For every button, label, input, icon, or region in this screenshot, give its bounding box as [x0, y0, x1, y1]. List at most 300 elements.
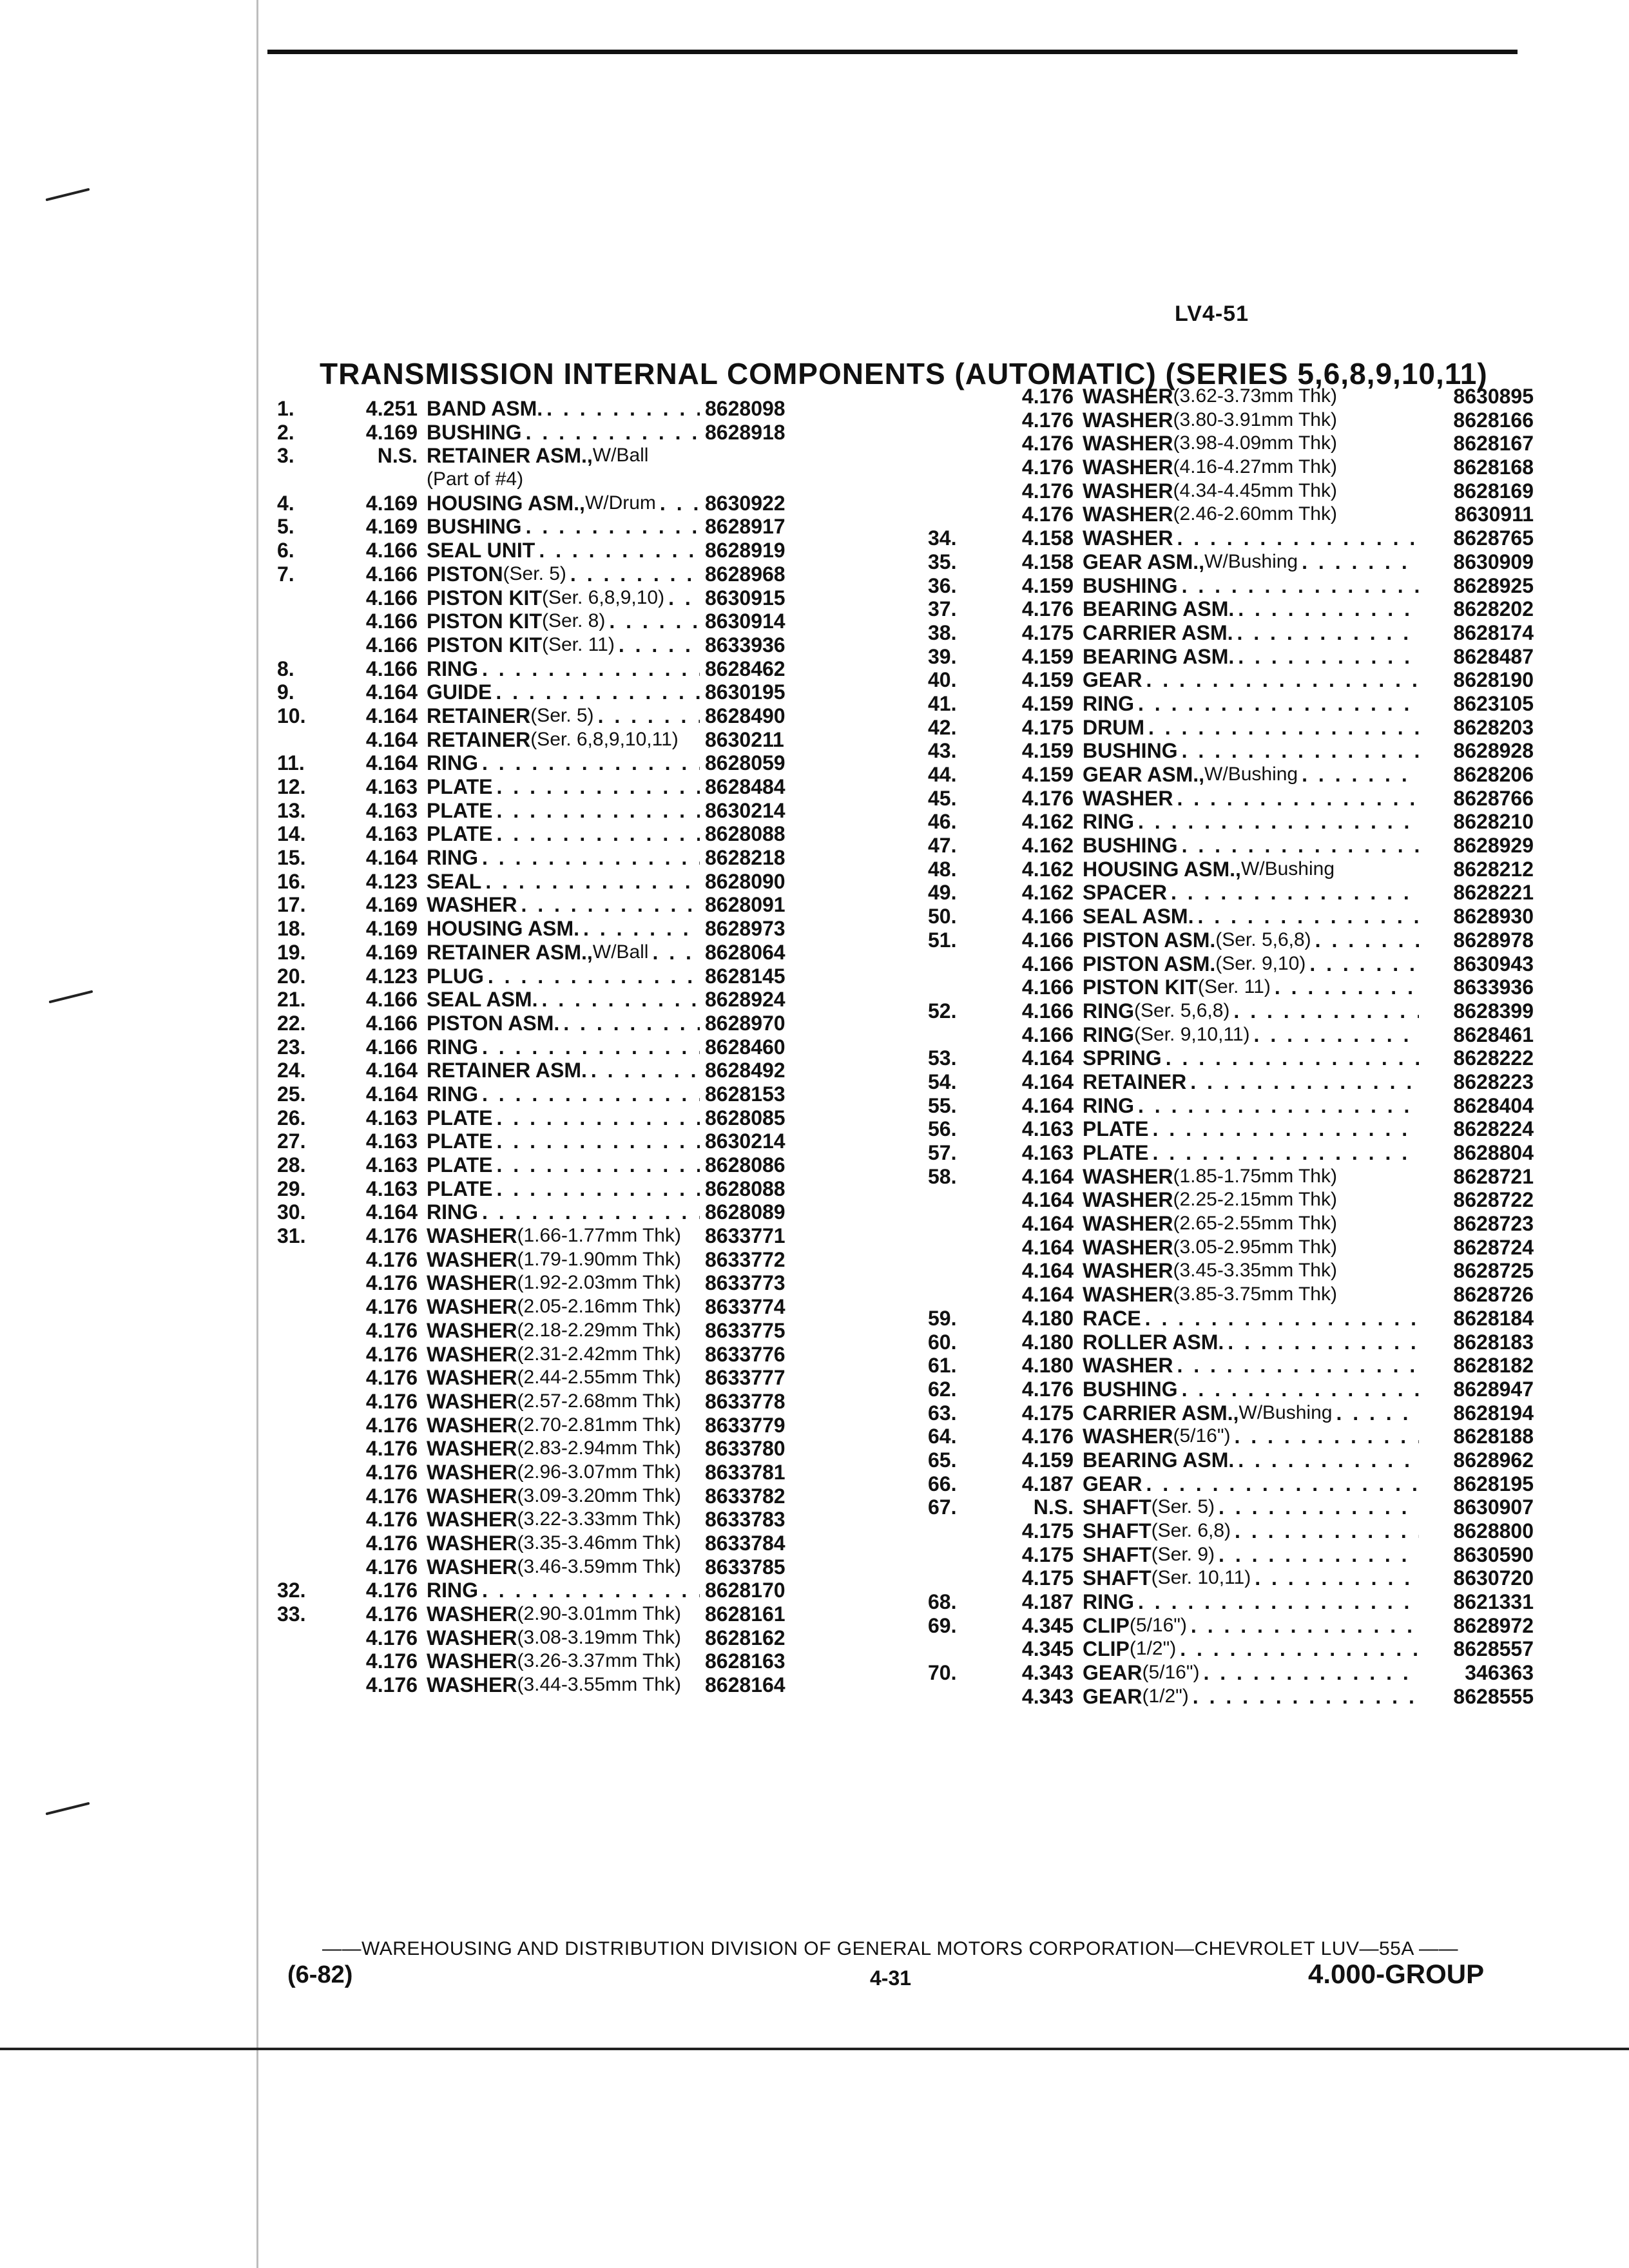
part-description: [427, 586, 700, 610]
part-name: WASHER: [427, 1673, 517, 1697]
parts-list-row: [277, 539, 786, 562]
group-number: 4.162: [1021, 810, 1074, 834]
ref-number: 20.: [277, 964, 306, 988]
dot-leader: [539, 539, 700, 562]
part-number: 8628221: [1453, 881, 1534, 905]
group-number: 4.163: [365, 1106, 418, 1129]
part-detail: (Ser. 8): [541, 610, 606, 632]
part-detail: W/Ball: [592, 445, 649, 466]
group-number: 4.162: [1021, 834, 1074, 858]
part-number: 8628947: [1453, 1377, 1534, 1401]
group-number: 4.176: [365, 1555, 418, 1579]
part-description: [1083, 952, 1419, 976]
part-number: 8630909: [1453, 550, 1534, 573]
ref-number: 4.: [277, 491, 294, 515]
group-number: 4.164: [365, 727, 418, 751]
parts-list-row: [277, 846, 786, 870]
parts-list-row: [928, 1425, 1535, 1448]
part-name: PISTON ASM.: [427, 1011, 560, 1035]
dot-leader: [591, 1059, 700, 1082]
dot-leader: [1190, 1070, 1419, 1094]
part-number: 8630915: [705, 586, 786, 610]
parts-list-row: [928, 645, 1535, 669]
group-number: 4.343: [1021, 1661, 1074, 1685]
part-detail: (3.26-3.37mm Thk): [517, 1650, 681, 1672]
group-number: 4.176: [1021, 432, 1074, 456]
parts-list-row: [928, 550, 1535, 574]
part-number: 8630720: [1453, 1566, 1534, 1590]
ref-number: 31.: [277, 1224, 306, 1248]
dot-leader: [570, 562, 700, 586]
part-name: DRUM: [1083, 715, 1144, 739]
part-name: ROLLER ASM.: [1083, 1330, 1224, 1354]
ref-number: 7.: [277, 562, 294, 586]
part-detail: (Ser. 11): [1197, 976, 1271, 998]
part-description: [1083, 1614, 1419, 1638]
dot-leader: [497, 775, 700, 799]
part-description: [427, 1059, 700, 1082]
part-description: [1083, 526, 1419, 550]
part-number: 8628163: [705, 1649, 786, 1673]
part-number: 8628725: [1453, 1259, 1534, 1283]
part-description: [1083, 1354, 1419, 1378]
group-number: 4.176: [1021, 597, 1074, 621]
part-description: [1083, 1236, 1419, 1260]
parts-list-row: [928, 1378, 1535, 1401]
group-number: 4.164: [1021, 1283, 1074, 1307]
ref-number: 59.: [928, 1306, 957, 1330]
ref-number: 47.: [928, 834, 957, 858]
page-code: LV4-51: [1175, 302, 1249, 326]
group-number: 4.163: [365, 775, 418, 798]
part-description: [427, 1602, 700, 1626]
group-number: 4.164: [1021, 1235, 1074, 1259]
group-number: 4.163: [365, 822, 418, 846]
group-number: 4.163: [365, 798, 418, 822]
part-number: 8630214: [705, 1129, 786, 1153]
ref-number: 48.: [928, 857, 957, 881]
dot-leader: [1219, 1543, 1419, 1567]
dot-leader: [546, 397, 700, 421]
parts-list-row: [928, 1543, 1535, 1567]
group-number: 4.164: [365, 1200, 418, 1224]
parts-list-row: [928, 905, 1535, 928]
part-name: GEAR: [1083, 1684, 1142, 1708]
part-name: SHAFT: [1083, 1495, 1152, 1519]
part-number: 8628064: [705, 940, 786, 964]
part-number: 8628925: [1453, 573, 1534, 597]
part-description: [1083, 1661, 1419, 1685]
part-name: BUSHING: [1083, 1377, 1178, 1401]
ref-number: 5.: [277, 515, 294, 539]
ref-number: 19.: [277, 940, 306, 964]
part-number: 8628555: [1453, 1684, 1534, 1708]
ref-number: 38.: [928, 620, 957, 644]
ref-number: 10.: [277, 704, 306, 727]
parts-list-row: [277, 869, 786, 894]
group-number: 4.176: [365, 1389, 418, 1413]
dot-leader: [652, 941, 700, 965]
part-name: PISTON KIT: [427, 586, 542, 610]
part-number: 8628218: [705, 846, 786, 870]
dot-leader: [1235, 1519, 1419, 1543]
part-name: SHAFT: [1083, 1566, 1152, 1590]
part-number: 8633778: [705, 1389, 786, 1413]
parts-list-row: [928, 385, 1535, 408]
part-detail: (3.22-3.33mm Thk): [517, 1508, 681, 1530]
group-number: 4.159: [1021, 739, 1074, 763]
parts-list-row: [928, 1448, 1535, 1472]
part-detail: (3.44-3.55mm Thk): [517, 1674, 681, 1696]
part-name: WASHER: [1083, 479, 1173, 503]
parts-list-row: [277, 798, 786, 823]
parts-list-row: [277, 1649, 786, 1673]
parts-list-row: [277, 1247, 786, 1272]
part-detail: (Ser. 9): [1151, 1543, 1215, 1565]
parts-list-row: [277, 1153, 786, 1177]
part-name: WASHER: [1083, 408, 1173, 432]
dot-leader: [1177, 1354, 1419, 1378]
hole-punch-mark: [46, 188, 90, 202]
group-number: 4.187: [1021, 1590, 1074, 1614]
group-number: 4.164: [365, 1059, 418, 1082]
part-description: [427, 444, 700, 468]
part-description: [427, 1366, 700, 1390]
part-number: 8628145: [705, 964, 786, 988]
ref-number: 27.: [277, 1129, 306, 1153]
dot-leader: [1234, 1425, 1419, 1448]
ref-number: 2.: [277, 420, 294, 444]
part-number: 8633776: [705, 1342, 786, 1366]
part-name: RING: [1083, 1093, 1134, 1117]
part-detail: (1.66-1.77mm Thk): [517, 1225, 681, 1247]
parts-list-row: [277, 917, 786, 941]
parts-list-row: [277, 1129, 786, 1153]
group-number: 4.166: [1021, 952, 1074, 975]
part-number: 8633781: [705, 1460, 786, 1484]
ref-number: 15.: [277, 846, 306, 870]
part-number: 8628088: [705, 822, 786, 846]
dot-leader: [609, 610, 700, 633]
binding-edge-line: [256, 0, 258, 2268]
part-number: 8633775: [705, 1318, 786, 1342]
dot-leader: [1203, 1661, 1419, 1685]
group-number: 4.176: [365, 1437, 418, 1461]
dot-leader: [1182, 834, 1419, 858]
part-name: GUIDE: [427, 680, 492, 704]
part-detail: (Ser. 6,8,9,10,11): [530, 728, 679, 750]
dot-leader: [1233, 999, 1419, 1023]
ref-number: 44.: [928, 763, 957, 786]
dot-leader: [482, 657, 700, 681]
ref-number: 41.: [928, 691, 957, 715]
part-name: HOUSING ASM.,: [1083, 857, 1241, 881]
ref-number: 50.: [928, 905, 957, 928]
ref-number: 12.: [277, 775, 306, 798]
part-description: [427, 1555, 700, 1579]
group-number: 4.162: [1021, 881, 1074, 905]
part-description: [1083, 787, 1419, 811]
group-number: 4.158: [1021, 526, 1074, 550]
parts-list-row: [277, 751, 786, 775]
part-number: 8630195: [705, 680, 786, 704]
part-number: 8628928: [1453, 739, 1534, 763]
group-number: 4.163: [365, 1153, 418, 1177]
part-description: [1083, 432, 1419, 456]
part-name: SHAFT: [1083, 1542, 1152, 1566]
dot-leader: [497, 1153, 700, 1177]
part-detail: (3.35-3.46mm Thk): [517, 1532, 681, 1553]
part-description: [427, 657, 700, 681]
part-number: 8621331: [1453, 1590, 1534, 1614]
ref-number: 52.: [928, 999, 957, 1023]
part-description: [1083, 1566, 1419, 1590]
part-description: [427, 870, 700, 894]
group-number: 4.169: [365, 940, 418, 964]
parts-list-row: [928, 1307, 1535, 1331]
part-name: WASHER: [427, 893, 517, 917]
parts-list-row: [928, 1614, 1535, 1638]
parts-list-row: [928, 1236, 1535, 1260]
part-description: [427, 468, 700, 492]
parts-list-row: [928, 716, 1535, 740]
group-number: 4.164: [1021, 1164, 1074, 1188]
ref-number: 24.: [277, 1059, 306, 1082]
part-number: 8628089: [705, 1200, 786, 1224]
parts-list-row: [928, 408, 1535, 432]
group-number: 4.169: [365, 893, 418, 917]
dot-leader: [482, 1035, 700, 1059]
part-name: WASHER: [427, 1247, 517, 1271]
parts-list-row: [928, 1519, 1535, 1543]
part-name: WASHER: [427, 1342, 517, 1366]
part-name: GEAR: [1083, 1661, 1142, 1685]
part-name: WASHER: [1083, 1212, 1173, 1236]
parts-list-row: [277, 1579, 786, 1602]
dot-leader: [1145, 1307, 1419, 1331]
part-name: WASHER: [427, 1532, 517, 1555]
ref-number: 65.: [928, 1448, 957, 1472]
part-description: [427, 1673, 700, 1697]
dot-leader: [1177, 526, 1419, 550]
dot-leader: [482, 846, 700, 870]
part-number: 8633771: [705, 1224, 786, 1248]
group-number: 4.166: [365, 562, 418, 586]
group-number: 4.176: [365, 1295, 418, 1319]
part-number: 8633784: [705, 1532, 786, 1555]
part-description: [427, 633, 700, 657]
parts-list-row: [928, 1212, 1535, 1236]
part-number: 8628212: [1453, 857, 1534, 881]
parts-list-row: [928, 526, 1535, 550]
ref-number: 69.: [928, 1613, 957, 1637]
part-detail: (2.96-3.07mm Thk): [517, 1461, 681, 1483]
parts-list-row: [928, 574, 1535, 598]
part-description: [1083, 1094, 1419, 1118]
part-name: WASHER: [1083, 1425, 1173, 1448]
part-name: BUSHING: [427, 420, 522, 444]
part-number: 8633782: [705, 1484, 786, 1508]
part-detail: W/Bushing: [1240, 858, 1335, 879]
group-number: 4.164: [1021, 1046, 1074, 1070]
dot-leader: [1336, 1401, 1419, 1425]
part-description: [427, 1390, 700, 1414]
part-number: 8628086: [705, 1153, 786, 1177]
dot-leader: [497, 1177, 700, 1201]
part-detail: (3.46-3.59mm Thk): [517, 1555, 681, 1577]
group-number: 4.166: [365, 988, 418, 1012]
part-detail: (2.44-2.55mm Thk): [517, 1367, 681, 1389]
part-description: [1083, 1331, 1419, 1354]
part-number: 8628490: [705, 704, 786, 727]
part-description: [1083, 1165, 1419, 1189]
dot-leader: [1275, 975, 1419, 999]
ref-number: 1.: [277, 397, 294, 420]
part-name: SPRING: [1083, 1046, 1162, 1070]
part-description: [1083, 1070, 1419, 1094]
part-name: PLUG: [427, 964, 484, 988]
part-number: 8630895: [1453, 385, 1534, 408]
dot-leader: [488, 965, 700, 988]
part-description: [1083, 1685, 1419, 1709]
parts-list-row: [928, 1661, 1535, 1685]
parts-list-row: [928, 1590, 1535, 1614]
ref-number: 54.: [928, 1070, 957, 1093]
part-description: [427, 704, 700, 728]
part-detail: (2.46-2.60mm Thk): [1173, 503, 1337, 525]
part-number: 8633936: [1453, 975, 1534, 999]
part-description: [1083, 1117, 1419, 1141]
part-description: [427, 822, 700, 846]
parts-list-row: [928, 668, 1535, 692]
group-number: 4.176: [1021, 385, 1074, 408]
dot-leader: [1138, 692, 1419, 716]
part-number: 8628917: [705, 515, 786, 539]
part-detail: W/Bushing: [1204, 550, 1298, 572]
group-number: 4.176: [1021, 456, 1074, 479]
part-description: [1083, 668, 1419, 692]
part-detail: (Ser. 11): [541, 633, 615, 655]
parts-list-left-column: [277, 397, 786, 1697]
part-description: [1083, 1212, 1419, 1236]
part-description: [427, 539, 700, 562]
parts-list-row: [928, 1070, 1535, 1094]
dot-leader: [1193, 1685, 1419, 1709]
dot-leader: [1182, 739, 1419, 763]
group-number: 4.159: [1021, 573, 1074, 597]
part-description: [1083, 1307, 1419, 1331]
part-name: CARRIER ASM.,: [1083, 1401, 1239, 1425]
parts-list-row: [928, 1637, 1535, 1661]
hole-punch-mark: [46, 1802, 90, 1816]
part-name: CLIP: [1083, 1613, 1130, 1637]
part-number: 8630914: [705, 610, 786, 633]
part-name: GEAR: [1083, 1472, 1142, 1495]
part-description: [1083, 1188, 1419, 1212]
footer-group-label: 4.000-GROUP: [1308, 1959, 1485, 1989]
part-name: PISTON ASM.: [1083, 928, 1216, 952]
part-number: 8628724: [1453, 1235, 1534, 1259]
part-name: PLATE: [427, 1106, 493, 1129]
part-name: WASHER: [1083, 526, 1173, 550]
part-name: PISTON ASM.: [1083, 952, 1216, 975]
part-name: WASHER: [1083, 456, 1173, 479]
part-number: 8628557: [1453, 1637, 1534, 1661]
part-name: PISTON KIT: [1083, 975, 1198, 999]
part-description: [427, 1579, 700, 1602]
parts-list-row: [277, 1271, 786, 1295]
parts-list-row: [928, 1188, 1535, 1212]
group-number: 4.180: [1021, 1330, 1074, 1354]
parts-list-row: [277, 491, 786, 515]
parts-list-row: [277, 988, 786, 1012]
part-number: 8628723: [1453, 1212, 1534, 1236]
part-number: 8628929: [1453, 834, 1534, 858]
ref-number: 22.: [277, 1011, 306, 1035]
group-number: 4.166: [365, 610, 418, 633]
parts-list-row: [928, 1023, 1535, 1047]
part-detail: (1/2"): [1142, 1685, 1189, 1707]
part-name: PISTON: [427, 562, 503, 586]
part-number: 8628167: [1453, 432, 1534, 456]
group-number: 4.180: [1021, 1306, 1074, 1330]
part-name: WASHER: [1083, 1188, 1173, 1212]
part-number: 8628919: [705, 539, 786, 562]
ref-number: 55.: [928, 1093, 957, 1117]
part-detail: (1.85-1.75mm Thk): [1173, 1165, 1337, 1187]
parts-list-row: [277, 775, 786, 799]
group-number: 4.159: [1021, 763, 1074, 786]
group-number: 4.187: [1021, 1472, 1074, 1495]
ref-number: 45.: [928, 786, 957, 810]
part-description: [427, 610, 700, 633]
part-number: 8628170: [705, 1579, 786, 1602]
ref-number: 42.: [928, 715, 957, 739]
part-detail: (2.90-3.01mm Thk): [517, 1603, 681, 1625]
parts-list-row: [928, 952, 1535, 976]
parts-list-row: [277, 1532, 786, 1555]
part-description: [1083, 739, 1419, 763]
part-name: BAND ASM.: [427, 397, 543, 420]
part-description: [1083, 574, 1419, 598]
dot-leader: [526, 421, 700, 445]
ref-number: 53.: [928, 1046, 957, 1070]
group-number: 4.176: [1021, 1377, 1074, 1401]
part-description: [1083, 1425, 1419, 1448]
parts-list-row: [277, 1224, 786, 1248]
part-detail: W/Ball: [592, 941, 649, 963]
part-description: [427, 1532, 700, 1555]
parts-list-row: [277, 1437, 786, 1461]
part-description: [427, 680, 700, 704]
parts-list-row: [928, 1117, 1535, 1141]
part-description: [1083, 1495, 1419, 1519]
part-description: [427, 1271, 700, 1295]
part-description: [1083, 503, 1419, 526]
group-number: 4.163: [1021, 1117, 1074, 1141]
dot-leader: [1166, 1046, 1419, 1070]
part-number: 8628462: [705, 657, 786, 680]
group-number: 4.166: [1021, 999, 1074, 1023]
dot-leader: [1146, 1472, 1419, 1496]
part-description: [1083, 928, 1419, 952]
ref-number: 62.: [928, 1377, 957, 1401]
parts-list-row: [277, 633, 786, 657]
part-description: [1083, 975, 1419, 999]
parts-list-row: [277, 1342, 786, 1367]
group-number: 4.343: [1021, 1684, 1074, 1708]
group-number: 4.251: [365, 397, 418, 420]
